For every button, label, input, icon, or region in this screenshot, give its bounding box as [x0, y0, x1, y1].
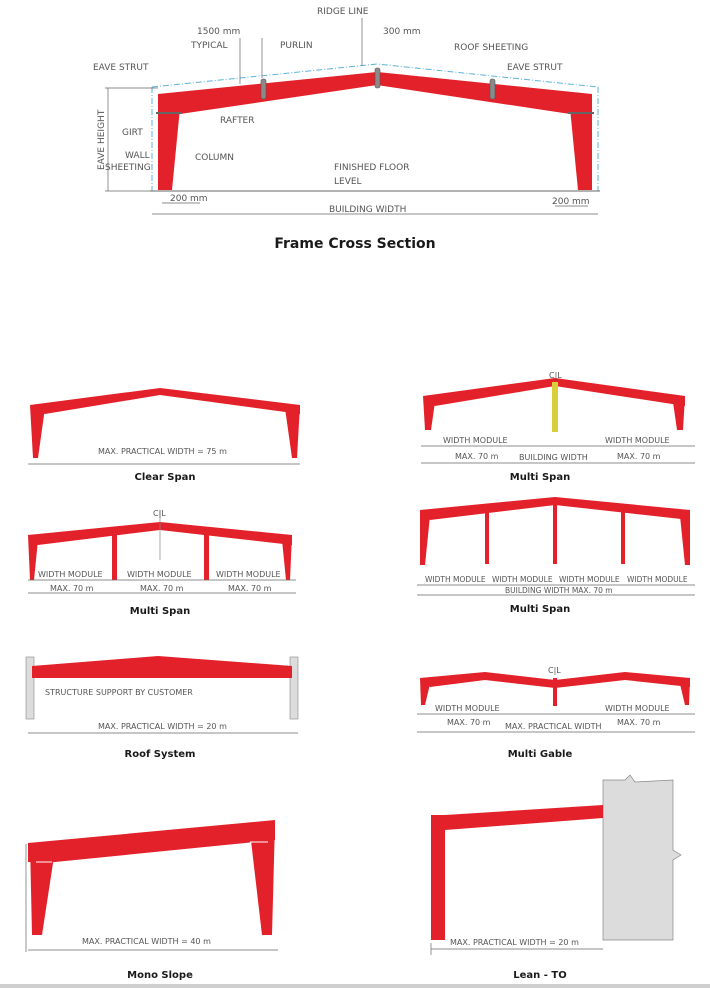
max-left-label: MAX. 70 m [447, 718, 491, 727]
ridge-line-label: RIDGE LINE [317, 7, 369, 17]
building-width-label: BUILDING WIDTH [329, 205, 407, 215]
max-right-label: MAX. 70 m [617, 718, 661, 727]
mono-slope-diagram [0, 810, 355, 960]
clear-span-width-label: MAX. PRACTICAL WIDTH = 75 m [98, 447, 227, 456]
multi-gable-diagram [355, 660, 710, 750]
width-module-2-label: WIDTH MODULE [127, 570, 192, 579]
building-width-label: BUILDING WIDTH [519, 453, 588, 462]
max-1-label: MAX. 70 m [50, 584, 94, 593]
multi-span-3-diagram [355, 490, 710, 600]
purlin-label: PURLIN [280, 41, 313, 51]
width-module-1-label: WIDTH MODULE [425, 575, 486, 584]
width-module-4-label: WIDTH MODULE [627, 575, 688, 584]
multi-span-1-diagram [355, 350, 710, 470]
left-rafter [158, 72, 377, 114]
lean-to-caption: Lean - TO [513, 970, 567, 981]
width-module-left-label: WIDTH MODULE [443, 436, 508, 445]
typical-label: TYPICAL [191, 41, 228, 51]
clear-span-diagram [0, 350, 355, 470]
left-offset-label: 200 mm [170, 194, 208, 204]
purlin-spacing-label: 1500 mm [197, 27, 241, 37]
girt-label: GIRT [122, 128, 143, 138]
mono-slope-width-label: MAX. PRACTICAL WIDTH = 40 m [82, 937, 211, 946]
right-offset-label: 200 mm [552, 197, 590, 207]
width-module-1-label: WIDTH MODULE [38, 570, 103, 579]
column-label: COLUMN [195, 153, 235, 163]
centerline-label: C|L [548, 666, 561, 675]
multi-span-3-caption: Multi Span [509, 604, 571, 615]
left-column [158, 94, 180, 190]
eave-strut-right-label: EAVE STRUT [507, 63, 563, 73]
centerline-label: C|L [153, 509, 166, 518]
lean-to-diagram [355, 775, 710, 955]
frame-cross-section-title: Frame Cross Section [274, 236, 436, 252]
finished-floor-label: FINISHED FLOOR [334, 163, 410, 173]
eave-height-label: EAVE HEIGHT [97, 109, 107, 170]
sheeting-label: SHEETING [105, 163, 151, 173]
rafter-label: RAFTER [220, 116, 255, 126]
frame-cross-section-diagram [0, 0, 710, 225]
max-3-label: MAX. 70 m [228, 584, 272, 593]
roof-system-diagram [0, 650, 355, 745]
width-module-2-label: WIDTH MODULE [492, 575, 553, 584]
right-column [570, 94, 592, 190]
roof-sheeting-label: ROOF SHEETING [454, 43, 529, 53]
roof-system-caption: Roof System [124, 749, 196, 760]
max-2-label: MAX. 70 m [140, 584, 184, 593]
eave-strut-left-label: EAVE STRUT [93, 63, 149, 73]
max-right-label: MAX. 70 m [617, 452, 661, 461]
width-module-left-label: WIDTH MODULE [435, 704, 500, 713]
right-rafter [377, 72, 592, 114]
lean-to-width-label: MAX. PRACTICAL WIDTH = 20 m [450, 938, 579, 947]
level-label: LEVEL [334, 177, 362, 187]
width-module-right-label: WIDTH MODULE [605, 436, 670, 445]
max-practical-width-label: MAX. PRACTICAL WIDTH [505, 722, 602, 731]
width-module-3-label: WIDTH MODULE [216, 570, 281, 579]
ridge-offset-label: 300 mm [383, 27, 421, 37]
multi-span-2-caption: Multi Span [129, 606, 191, 617]
clear-span-caption: Clear Span [134, 472, 196, 483]
existing-building-wall [603, 775, 681, 940]
multi-gable-caption: Multi Gable [507, 749, 573, 760]
wall-label: WALL [125, 151, 150, 161]
structure-support-label: STRUCTURE SUPPORT BY CUSTOMER [45, 688, 193, 697]
max-left-label: MAX. 70 m [455, 452, 499, 461]
width-module-3-label: WIDTH MODULE [559, 575, 620, 584]
width-module-right-label: WIDTH MODULE [605, 704, 670, 713]
multi-span-1-caption: Multi Span [509, 472, 571, 483]
page-bottom-edge [0, 984, 710, 988]
building-width-max-label: BUILDING WIDTH MAX. 70 m [505, 586, 613, 595]
mono-slope-caption: Mono Slope [127, 970, 193, 981]
roof-system-width-label: MAX. PRACTICAL WIDTH = 20 m [98, 722, 227, 731]
centerline-label: C|L [549, 371, 562, 380]
multi-span-2-diagram [0, 500, 355, 610]
